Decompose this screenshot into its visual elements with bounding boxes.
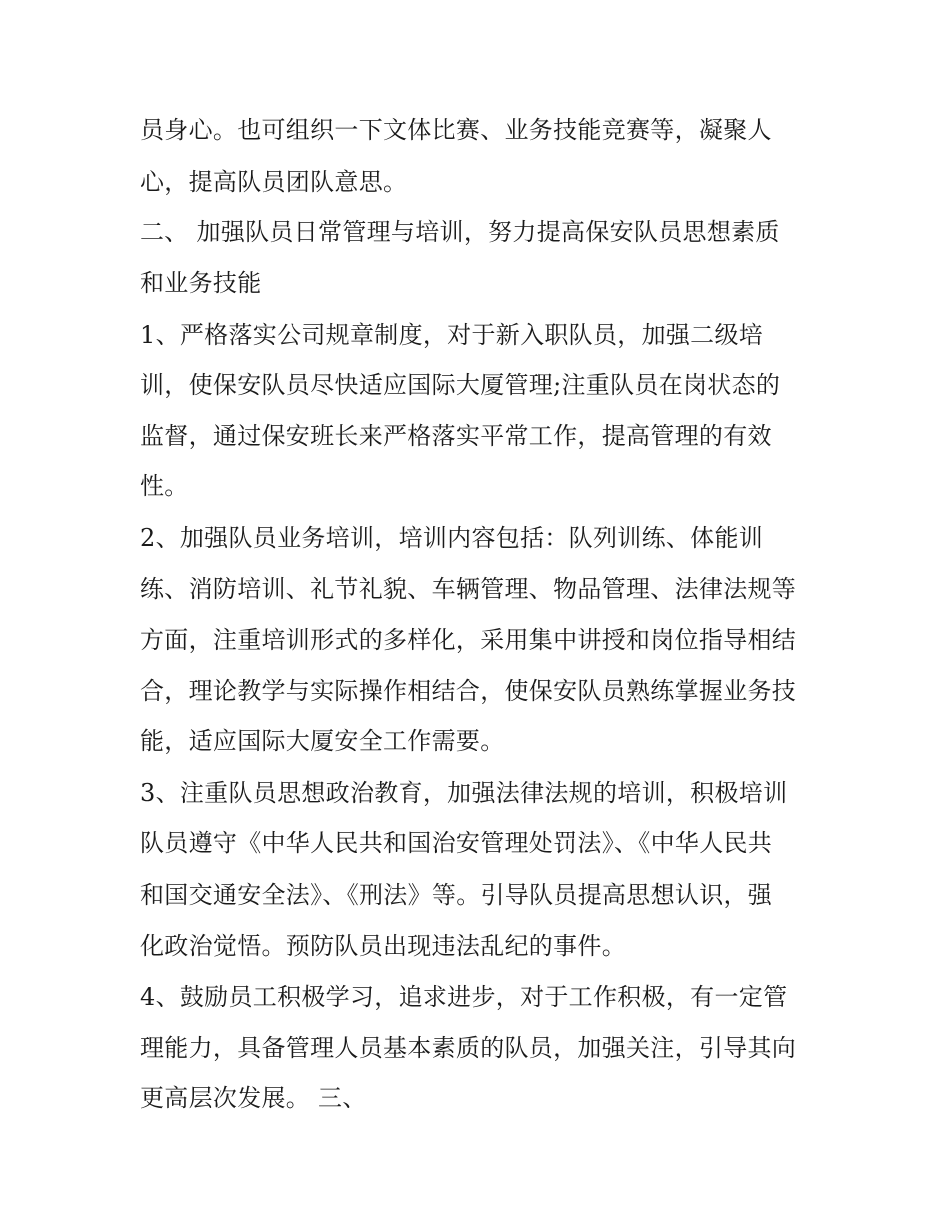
text-line: 和国交通安全法》、《刑法》等。引导队员提高思想认识，强 [140, 881, 773, 909]
text-line: 3、注重队员思想政治教育，加强法律法规的培训，积极培训 [140, 779, 788, 807]
text-line: 化政治觉悟。预防队员出现违法乱纪的事件。 [140, 932, 626, 960]
text-line: 合，理论教学与实际操作相结合，使保安队员熟练掌握业务技 [140, 677, 797, 705]
text-line: 心，提高队员团队意思。 [140, 168, 408, 196]
section-heading: 和业务技能 [140, 269, 262, 297]
text-line: 队员遵守《中华人民共和国治安管理处罚法》、《中华人民共 [140, 829, 773, 857]
text-line: 理能力，具备管理人员基本素质的队员，加强关注，引导其向 [140, 1034, 797, 1062]
text-line: 4、鼓励员工积极学习，追求进步，对于工作积极，有一定管 [140, 983, 788, 1011]
text-line: 练、消防培训、礼节礼貌、车辆管理、物品管理、法律法规等 [140, 575, 797, 603]
text-line: 更高层次发展。 三、 [140, 1084, 367, 1112]
text-line: 方面，注重培训形式的多样化，采用集中讲授和岗位指导相结 [140, 626, 797, 654]
text-line: 性。 [140, 472, 189, 500]
text-line: 员身心。也可组织一下文体比赛、业务技能竞赛等，凝聚人 [140, 116, 772, 144]
text-line: 1、严格落实公司规章制度，对于新入职队员，加强二级培 [140, 321, 764, 349]
text-line: 训，使保安队员尽快适应国际大厦管理;注重队员在岗状态的 [140, 371, 781, 399]
text-line: 监督，通过保安班长来严格落实平常工作，提高管理的有效 [140, 422, 772, 450]
section-heading: 二、 加强队员日常管理与培训，努力提高保安队员思想素质 [140, 218, 780, 246]
text-line: 2、加强队员业务培训，培训内容包括：队列训练、体能训 [140, 524, 764, 552]
text-line: 能，适应国际大厦安全工作需要。 [140, 727, 505, 755]
